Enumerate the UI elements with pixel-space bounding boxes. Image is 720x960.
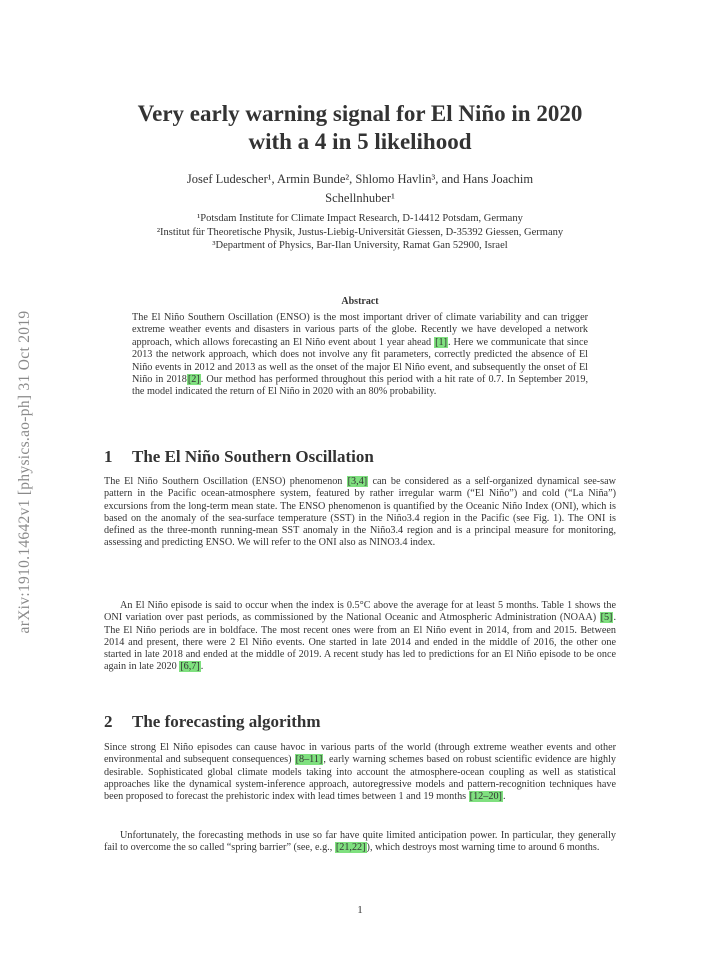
section-2-paragraph-1 (104, 742, 616, 803)
section-title: The forecasting algorithm (132, 712, 321, 731)
paragraph-text: Unfortunately, the forecasting methods in use so far have quite limited anticipation power. In particular, they generally fail to overcome the so called “spring barrier” (see, e.g., (104, 830, 616, 854)
section-heading-1 (104, 447, 374, 467)
citation-link[interactable]: [2] (187, 374, 200, 386)
paragraph-text: . The El Niño periods are in boldface. The most recent ones were from an El Niño event in 2014, from and 2015. Between 2014 and present, there were 2 El Niño events. One started in late 2014 and ended in the middle of 2016, the other one started in late 2018 and ended at the middle of 2019. A recent study has led to predictions for an El Niño episode to be once again in late 2020 (104, 612, 616, 673)
author-list (150, 170, 570, 208)
citation-link[interactable]: [12–20] (469, 791, 502, 803)
abstract-text (132, 312, 588, 399)
citation-link[interactable]: [6,7] (180, 661, 200, 673)
authors-line-2: Schellnhuber¹ (325, 191, 395, 205)
citation-link[interactable]: [1] (435, 336, 447, 348)
section-2-paragraph-2 (104, 830, 616, 855)
paragraph-text: . (502, 791, 506, 803)
citation-link[interactable]: [5] (600, 612, 613, 624)
authors-line-1: Josef Ludescher¹, Armin Bunde², Shlomo Havlin³, and Hans Joachim (186, 172, 534, 186)
abstract-heading: Abstract (341, 296, 379, 307)
citation-link[interactable]: [8–11] (295, 754, 323, 766)
abstract-part-2: . Here we communicate that since 2013 the network approach, which does not involve any fit parameters, correctly predicted the absence of El Niño events in 2012 and 2013 as well as the onset of the major El Niño event, and subsequently the onset of El Niño in 2018 (132, 336, 588, 386)
section-1-paragraph-1 (104, 476, 616, 550)
arxiv-identifier: arXiv:1910.14642v1 [physics.ao-ph] 31 Oct 2019 (16, 310, 33, 634)
abstract-part-3: . Our method has performed throughout this period with a hit rate of 0.7. In September 2019, the model indicated the return of El Niño in 2020 with an 80% probability. (132, 374, 588, 398)
affiliation-1: ¹Potsdam Institute for Climate Impact Research, D-14412 Potsdam, Germany (197, 213, 523, 224)
paragraph-text: The El Niño Southern Oscillation (ENSO) phenomenon (104, 476, 347, 487)
paragraph-text: ), which destroys most warning time to around 6 months. (366, 842, 600, 854)
paragraph-text: . (200, 661, 204, 673)
section-number: 1 (104, 447, 113, 466)
section-title: The El Niño Southern Oscillation (132, 447, 374, 466)
section-heading-2 (104, 712, 321, 732)
abstract-part-1: The El Niño Southern Oscillation (ENSO) is the most important driver of climate variability and can trigger extreme weather events and disasters in various parts of the globe. Recently we have developed a network approach, which allows forecasting an El Niño event about 1 year ahead (132, 312, 588, 348)
paper-title (110, 100, 610, 156)
title-line-1: Very early warning signal for El Niño in 2020 (137, 101, 583, 126)
citation-link[interactable]: [3,4] (347, 476, 368, 487)
paragraph-text: An El Niño episode is said to occur when the index is 0.5°C above the average for at least 5 months. Table 1 shows the ONI variation over past periods, as commissioned by the National Oceanic and Atmospheric Administration (NOAA) (104, 600, 616, 624)
paragraph-text: , early warning schemes based on robust scientific evidence are highly desirable. Sophisticated global climate models taking into account the atmosphere-ocean coupling as well as statistical approaches like the dynamical system-inference approach, autoregressive models and pattern-recognition techniques have been proposed to forecast the prehistoric index with lead times between 1 and 19 months (104, 754, 616, 803)
title-line-2: with a 4 in 5 likelihood (248, 129, 472, 154)
arxiv-sidebar (8, 215, 42, 730)
section-number: 2 (104, 712, 113, 731)
affiliation-2: ²Institut für Theoretische Physik, Justus-Liebig-Universität Giessen, D-35392 Giessen, Germany (156, 226, 564, 238)
page-number: 1 (357, 904, 363, 916)
paragraph-text: Since strong El Niño episodes can cause havoc in various parts of the world (through extreme weather events and other environmental and subsequent consequences) (104, 742, 616, 766)
citation-link[interactable]: [21,22] (335, 842, 366, 854)
affiliation-3: ³Department of Physics, Bar-Ilan University, Ramat Gan 52900, Israel (212, 240, 508, 251)
affiliations (100, 212, 620, 253)
section-1-paragraph-2 (104, 600, 616, 674)
paragraph-text: can be considered as a self-organized dynamical see-saw pattern in the Pacific ocean-atmosphere system, featured by rather irregular warm (“El Niño”) and cold (“La Niña”) excursions from the long-term mean state. The ENSO phenomenon is quantified by the Oceanic Niño Index (ONI), which is based on the anomaly of the sea-surface temperature (SST) in the Niño3.4 region in the Pacific (see Fig. 1). The ONI is defined as the three-month running-mean SST anomaly in the Niño3.4 region and is a principal measure for monitoring, assessing and predicting ENSO. We will refer to the ONI also as NINO3.4 index. (104, 476, 616, 549)
